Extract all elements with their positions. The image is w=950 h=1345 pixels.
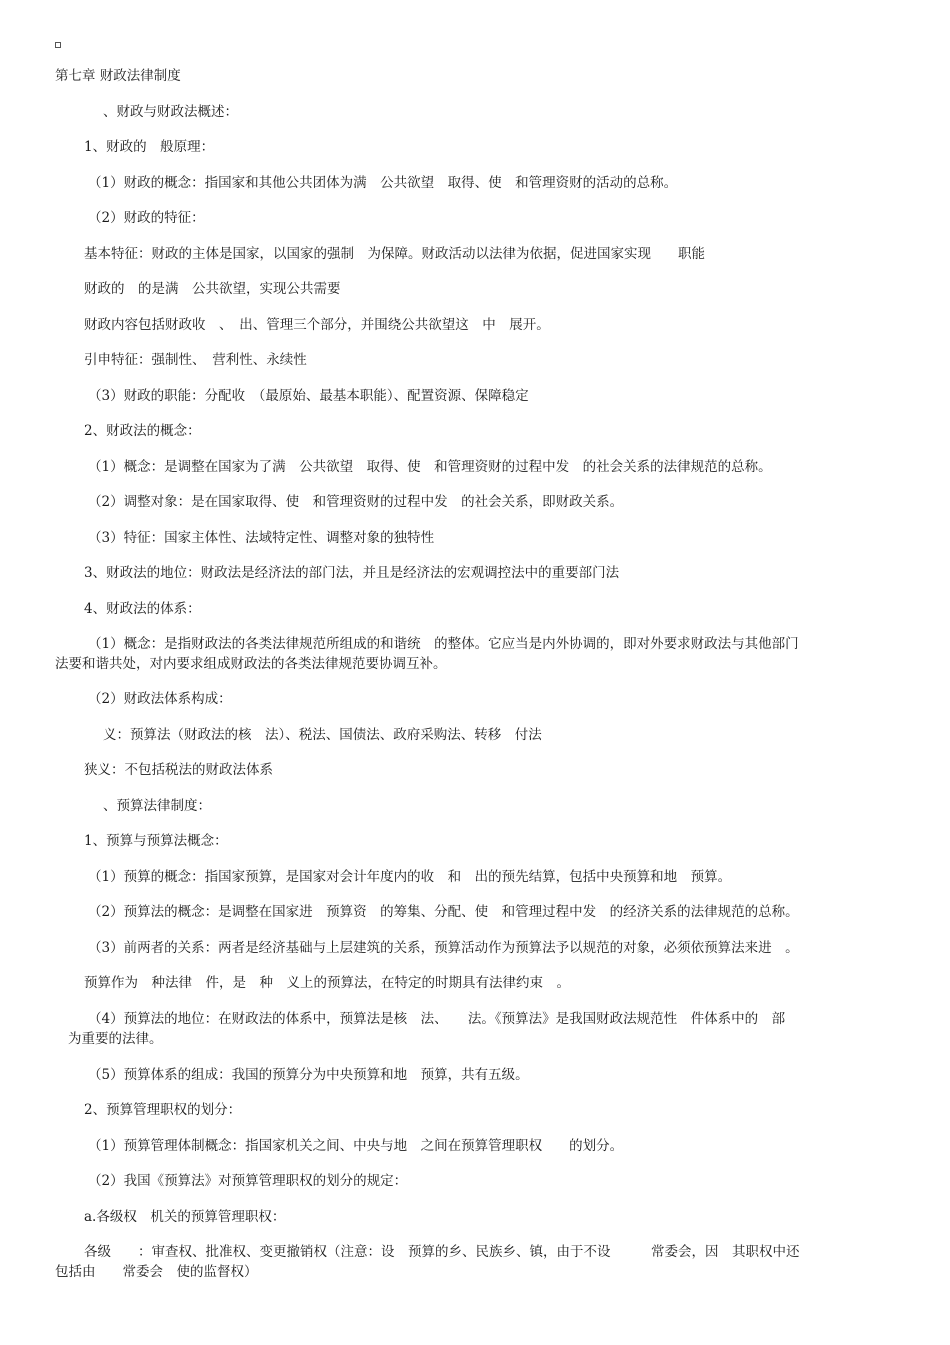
paragraph: 狭义：不包括税法的财政法体系	[84, 762, 273, 778]
paragraph: 财政的 的是满 公共欲望，实现公共需要	[84, 281, 341, 297]
paragraph: 为重要的法律。	[68, 1031, 163, 1047]
chapter-title: 第七章 财政法律制度	[55, 68, 181, 84]
section-heading: 、财政与财政法概述：	[103, 104, 238, 120]
subsection-heading: 3、财政法的地位：财政法是经济法的部门法，并且是经济法的宏观调控法中的重要部门法	[84, 565, 620, 581]
paragraph: （3）特征：国家主体性、法域特定性、调整对象的独特性	[88, 530, 435, 546]
paragraph: （1）概念：是指财政法的各类法律规范所组成的和谐统 的整体。它应当是内外协调的，即对外要求财政法与其他部门	[88, 636, 799, 652]
paragraph: 基本特征：财政的主体是国家，以国家的强制 为保障。财政活动以法律为依据，促进国家实现 职能	[84, 246, 705, 262]
paragraph: 各级 ：审查权、批准权、变更撤销权（注意：设 预算的乡、民族乡、镇，由于不设 常委会，因 其职权中还	[84, 1244, 800, 1260]
paragraph: （2）我国《预算法》对预算管理职权的划分的规定：	[88, 1173, 408, 1189]
paragraph: 引申特征：强制性、 营利性、永续性	[84, 352, 307, 368]
paragraph: （2）预算法的概念：是调整在国家进 预算资 的筹集、分配、使 和管理过程中发 的经济关系的法律规范的总称。	[88, 904, 799, 920]
paragraph: a.各级权 机关的预算管理职权：	[84, 1209, 286, 1225]
bullet-mark-icon	[55, 42, 61, 48]
subsection-heading: 1、财政的 般原理：	[84, 139, 215, 155]
paragraph: （1）概念：是调整在国家为了满 公共欲望 取得、使 和管理资财的过程中发 的社会关系的法律规范的总称。	[88, 459, 772, 475]
paragraph: （3）前两者的关系：两者是经济基础与上层建筑的关系，预算活动作为预算法予以规范的对象，必须依预算法来进 。	[88, 940, 799, 956]
paragraph: （5）预算体系的组成：我国的预算分为中央预算和地 预算，共有五级。	[88, 1067, 529, 1083]
subsection-heading: 2、财政法的概念：	[84, 423, 201, 439]
subsection-heading: 2、预算管理职权的划分：	[84, 1102, 242, 1118]
paragraph: （2）财政的特征：	[88, 210, 205, 226]
subsection-heading: 4、财政法的体系：	[84, 601, 201, 617]
paragraph: （2）财政法体系构成：	[88, 691, 232, 707]
paragraph: 义：预算法（财政法的核 法）、税法、国债法、政府采购法、转移 付法	[103, 727, 542, 743]
paragraph: 法要和谐共处，对内要求组成财政法的各类法律规范要协调互补。	[55, 656, 447, 672]
paragraph: 财政内容包括财政收 、 出、管理三个部分，并围绕公共欲望这 中 展开。	[84, 317, 550, 333]
subsection-heading: 1、预算与预算法概念：	[84, 833, 228, 849]
paragraph: （1）财政的概念：指国家和其他公共团体为满 公共欲望 取得、使 和管理资财的活动的总称。	[88, 175, 678, 191]
paragraph: （1）预算管理体制概念：指国家机关之间、中央与地 之间在预算管理职权 的划分。	[88, 1138, 624, 1154]
paragraph: （3）财政的职能：分配收 （最原始、最基本职能）、配置资源、保障稳定	[88, 388, 529, 404]
paragraph: （1）预算的概念：指国家预算，是国家对会计年度内的收 和 出的预先结算，包括中央预算和地 预算。	[88, 869, 732, 885]
paragraph: （4）预算法的地位：在财政法的体系中，预算法是核 法、 法。《预算法》是我国财政法规范性 件体系中的 部	[88, 1011, 786, 1027]
paragraph: （2）调整对象：是在国家取得、使 和管理资财的过程中发 的社会关系，即财政关系。	[88, 494, 624, 510]
paragraph: 包括由 常委会 使的监督权）	[55, 1264, 258, 1280]
paragraph: 预算作为 种法律 件，是 种 义上的预算法，在特定的时期具有法律约束 。	[84, 975, 570, 991]
section-heading: 、预算法律制度：	[103, 798, 211, 814]
